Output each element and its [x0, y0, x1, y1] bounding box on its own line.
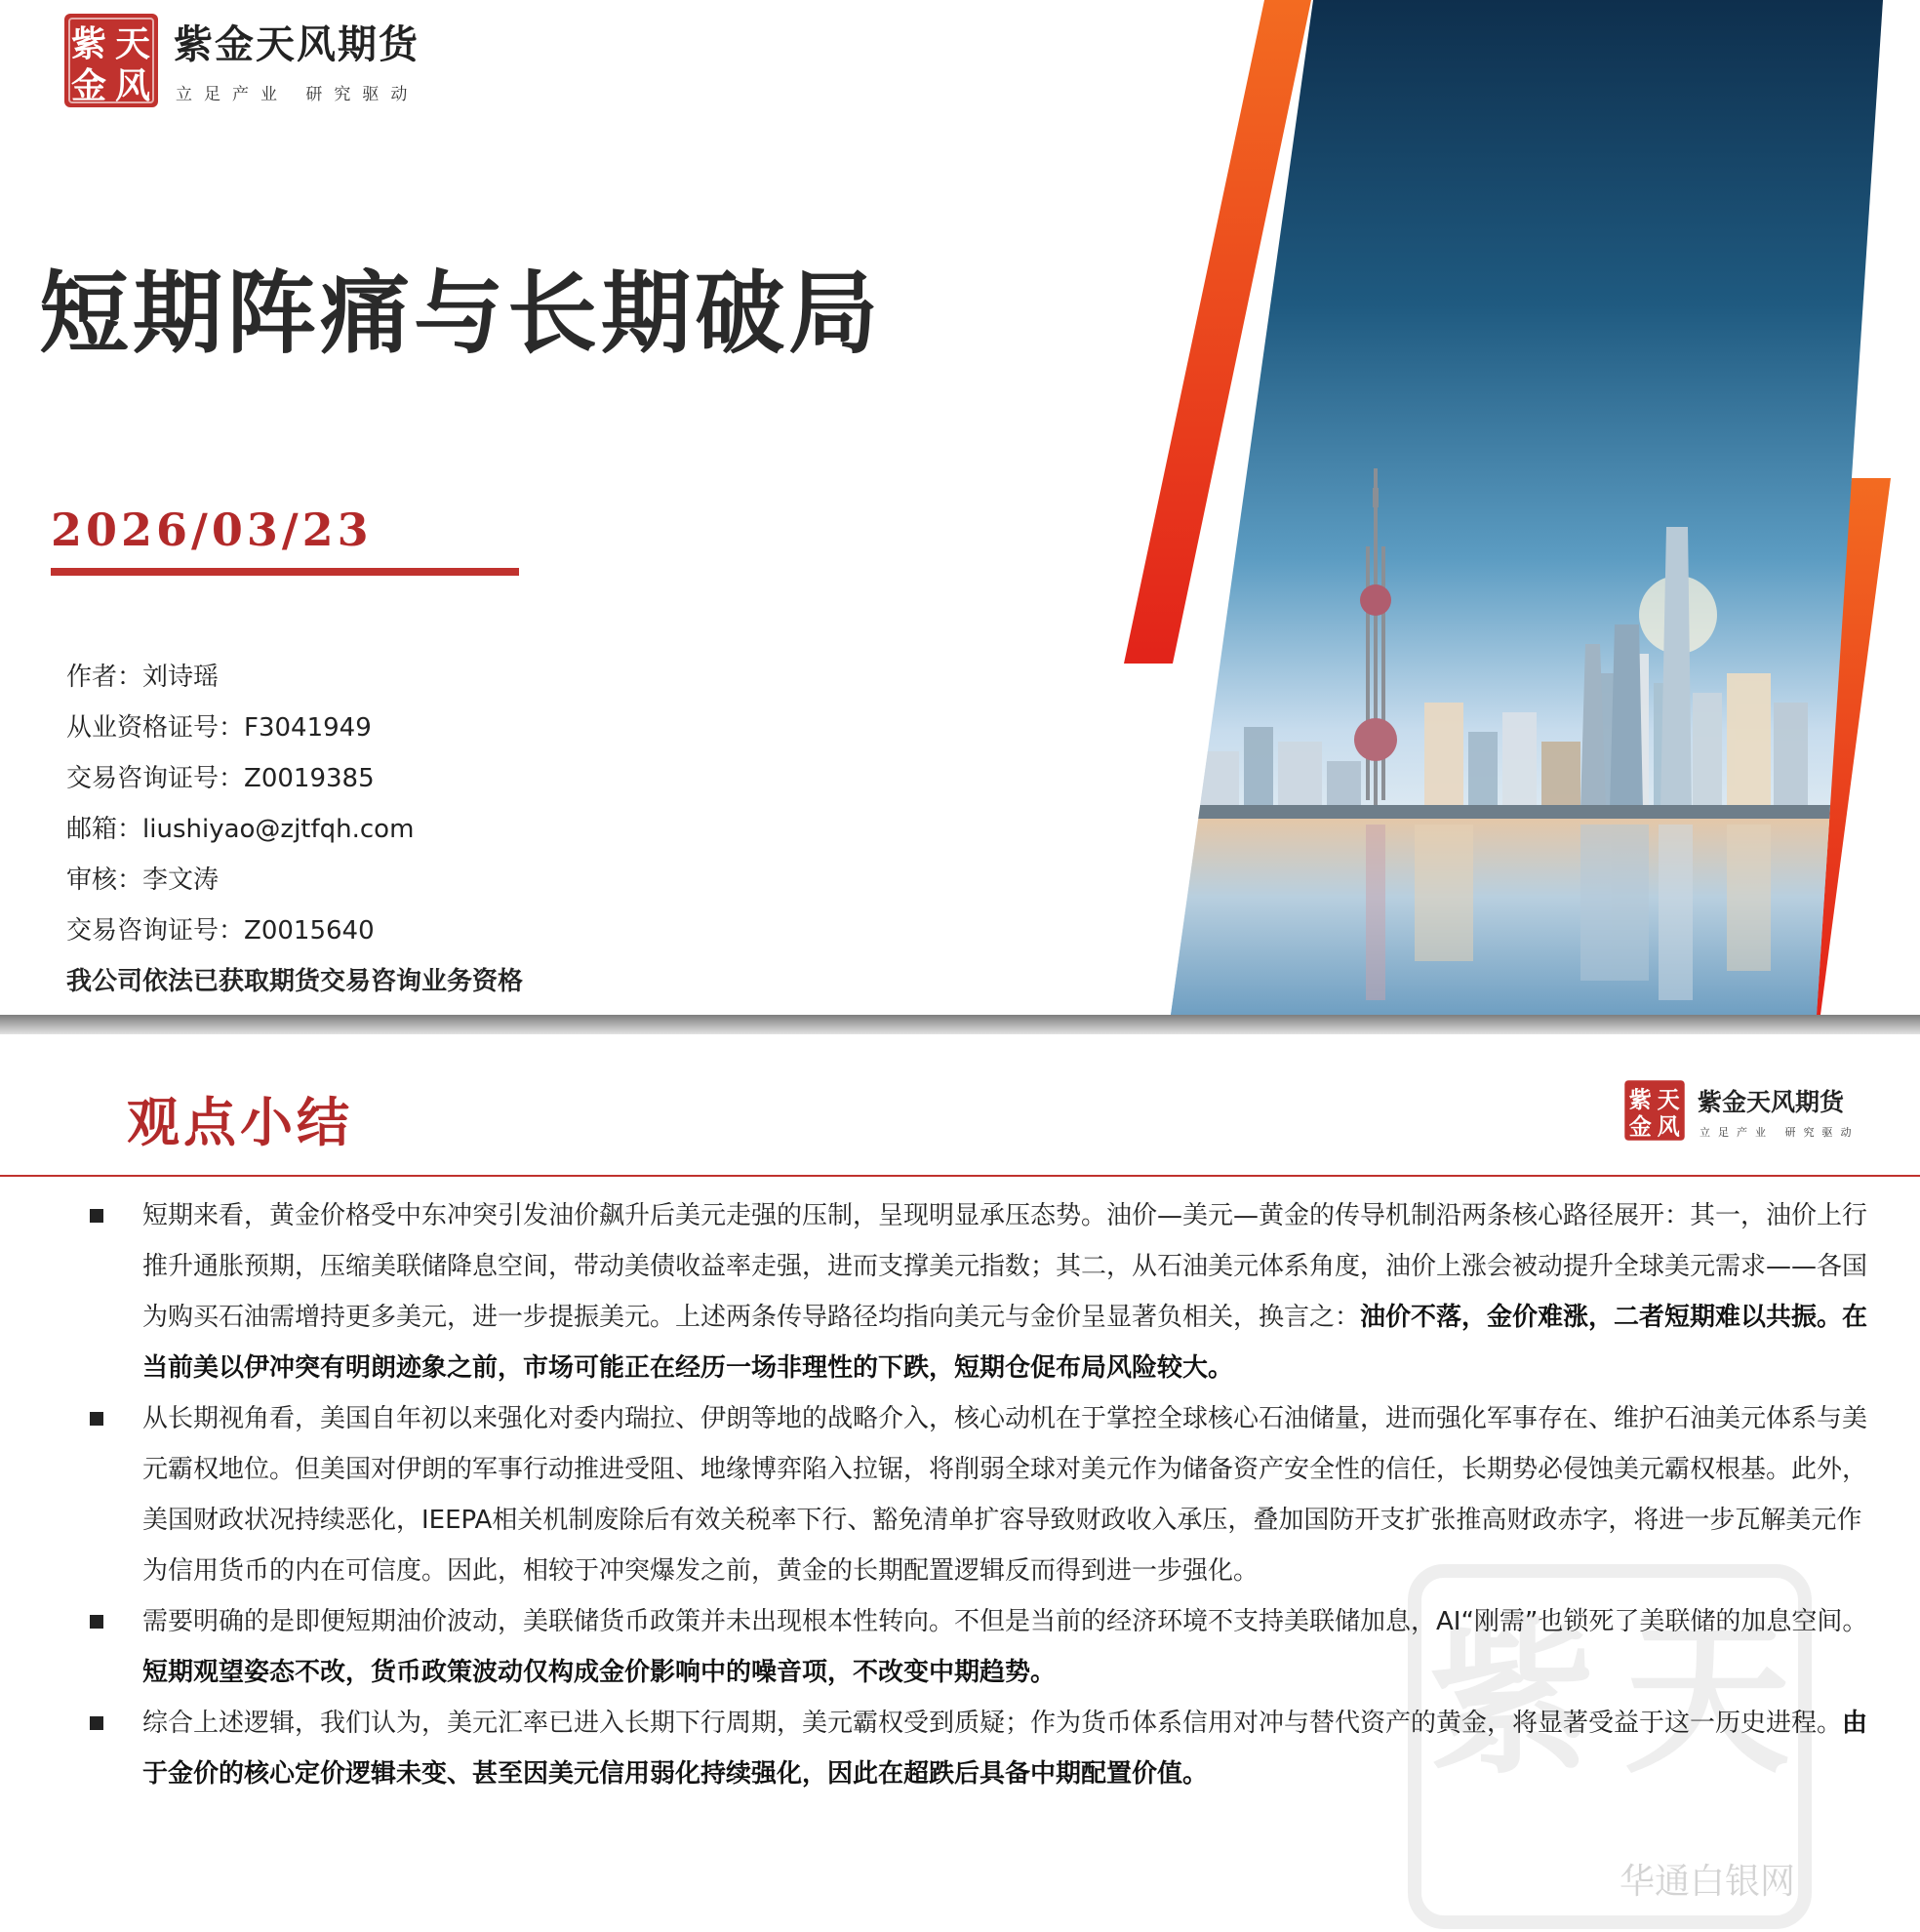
summary-item-body: 综合上述逻辑，我们认为，美元汇率已进入长期下行周期，美元霸权受到质疑；作为货币体系信用对冲与替代资产的黄金，将显著受益于这一历史进程。	[142, 1709, 1843, 1738]
author-line	[66, 906, 523, 956]
author-label: 作者：	[66, 663, 143, 692]
reviewer-consult-label: 交易咨询证号：	[66, 916, 245, 946]
square-bullet-icon	[90, 1615, 103, 1629]
company-slogan: 立足产业 研究驱动	[176, 85, 420, 104]
summary-heading: 观点小结	[127, 1091, 353, 1153]
author-name: 刘诗瑶	[142, 663, 220, 692]
svg-text:天: 天	[1657, 1086, 1680, 1113]
summary-item-text	[142, 1393, 1879, 1596]
summary-item-highlight: 短期观望姿态不改，货币政策波动仅构成金价影响中的噪音项，不改变中期趋势。	[142, 1658, 1057, 1687]
summary-item	[0, 1596, 1920, 1698]
author-line	[66, 652, 523, 703]
author-info	[66, 652, 523, 1007]
svg-text:天: 天	[1623, 1601, 1791, 1796]
author-line	[66, 753, 523, 804]
page-divider	[0, 1015, 1920, 1034]
summary-item-body: 短期来看，黄金价格受中东冲突引发油价飙升后美元走强的压制，呈现明显承压态势。油价—美元—黄金的传导机制沿两条核心路径展开：其一，油价上行推升通胀预期，压缩美联储降息空间，带动美债收益率走强，进而支撑美元指数；其二，从石油美元体系角度，油价上涨会被动提升全球美元需求——各国为购买石油需增持更多美元，进一步提振美元。上述两条传导路径均指向美元与金价呈显著负相关，换言之：	[142, 1201, 1868, 1332]
company-seal-icon	[62, 12, 160, 109]
company-slogan: 立足产业 研究驱动	[1700, 1126, 1860, 1139]
svg-text:天: 天	[114, 23, 151, 64]
report-title: 短期阵痛与长期破局	[39, 261, 883, 366]
svg-text:紫: 紫	[70, 23, 107, 64]
reviewer-consult-number: Z0015640	[244, 916, 375, 946]
summary-item-highlight: 由于金价的核心定价逻辑未变、甚至因美元信用弱化持续强化，因此在超跌后具备中期配置价值。	[142, 1709, 1868, 1789]
license-number: F3041949	[244, 713, 372, 743]
company-name: 紫金天风期货	[174, 22, 420, 67]
date-underline	[51, 568, 519, 576]
author-line	[66, 855, 523, 906]
svg-text:风: 风	[1657, 1113, 1680, 1141]
site-watermark: 华通白银网	[1620, 1862, 1796, 1902]
consult-label: 交易咨询证号：	[66, 764, 245, 793]
company-logo	[62, 12, 453, 109]
email-address[interactable]: liushiyao@zjtfqh.com	[142, 815, 415, 844]
consult-number: Z0019385	[244, 764, 375, 793]
report-date: 2026/03/23	[51, 503, 373, 556]
reviewer-name: 李文涛	[142, 865, 220, 895]
summary-item	[0, 1190, 1920, 1393]
svg-text:风: 风	[114, 65, 151, 106]
square-bullet-icon	[90, 1412, 103, 1426]
qualification-statement: 我公司依法已获取期货交易咨询业务资格	[66, 967, 524, 996]
svg-text:金: 金	[70, 65, 107, 106]
summary-item-highlight: 油价不落，金价难涨，二者短期难以共振。在当前美以伊冲突有明朗迹象之前，市场可能正在经历一场非理性的下跌，短期仓促布局风险较大。	[142, 1303, 1868, 1383]
svg-text:金: 金	[1628, 1113, 1652, 1141]
summary-list	[0, 1190, 1920, 1799]
square-bullet-icon	[90, 1716, 103, 1730]
company-logo-small	[1623, 1079, 1906, 1144]
summary-item-text	[142, 1190, 1879, 1393]
heading-rule	[0, 1175, 1920, 1177]
company-name: 紫金天风期货	[1698, 1088, 1845, 1116]
author-line	[66, 804, 523, 855]
reviewer-label: 审核：	[66, 865, 143, 895]
svg-text:紫: 紫	[1628, 1086, 1652, 1113]
svg-text:紫: 紫	[1428, 1601, 1596, 1796]
email-label: 邮箱：	[66, 815, 143, 844]
summary-item	[0, 1698, 1920, 1799]
summary-item	[0, 1393, 1920, 1596]
license-label: 从业资格证号：	[66, 713, 245, 743]
author-line	[66, 703, 523, 753]
summary-item-text	[142, 1698, 1879, 1799]
city-skyline-image	[1122, 0, 1920, 1015]
summary-item-body: 需要明确的是即便短期油价波动，美联储货币政策并未出现根本性转向。不但是当前的经济环境不支持美联储加息，AI“刚需”也锁死了美联储的加息空间。	[142, 1607, 1868, 1636]
summary-item-text	[142, 1596, 1879, 1698]
square-bullet-icon	[90, 1209, 103, 1223]
summary-item-body: 从长期视角看，美国自年初以来强化对委内瑞拉、伊朗等地的战略介入，核心动机在于掌控全球核心石油储量，进而强化军事存在、维护石油美元体系与美元霸权地位。但美国对伊朗的军事行动推进受阻、地缘博弈陷入拉锯，将削弱全球对美元作为储备资产安全性的信任，长期势必侵蚀美元霸权根基。此外，美国财政状况持续恶化，IEEPA相关机制废除后有效关税率下行、豁免清单扩容导致财政收入承压，叠加国防开支扩张推高财政赤字，将进一步瓦解美元作为信用货币的内在可信度。因此，相较于冲突爆发之前，黄金的长期配置逻辑反而得到进一步强化。	[142, 1404, 1868, 1586]
company-seal-icon	[1623, 1079, 1686, 1142]
